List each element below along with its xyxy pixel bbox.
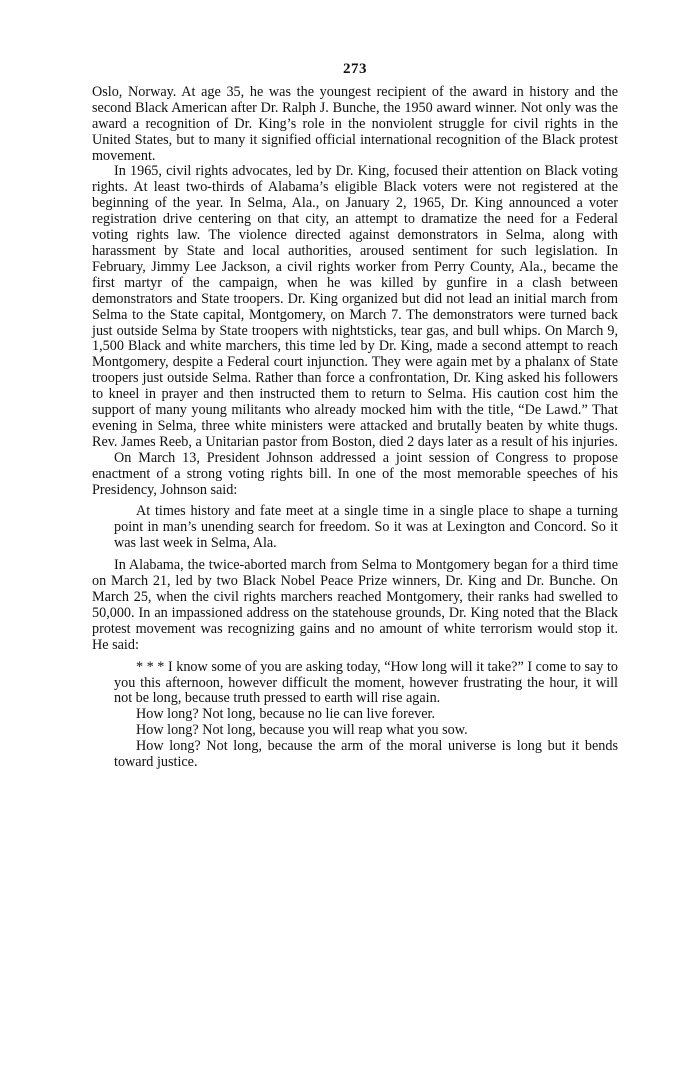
king-quote-line-justice: How long? Not long, because the arm of the moral universe is long but it bends toward justice. — [114, 738, 618, 771]
johnson-quote-text: At times history and fate meet at a single time in a single place to shape a turning point in man’s unending search for freedom. So it was at Lexington and Concord. So it was last week in Selma, Ala. — [114, 503, 618, 552]
johnson-quote — [114, 504, 618, 552]
paragraph-montgomery-march: In Alabama, the twice-aborted march from Selma to Montgomery began for a third time on March 21, led by two Black Nobel Peace Prize winners, Dr. King and Dr. Bunche. On March 25, when the civil rights marchers reached Montgomery, their ranks had swelled to 50,000. In an impassioned address on the statehouse grounds, Dr. King noted that the Black protest movement was recognizing gains and no amount of white terrorism would stop it. He said: — [92, 557, 618, 653]
king-quote-opening: * * * I know some of you are asking today, “How long will it take?” I come to say to you this afternoon, however difficult the moment, however frustrating the hour, it will not be long, because truth pressed to earth will rise again. — [114, 658, 618, 707]
king-quote — [114, 660, 618, 771]
paragraph-nobel-award: Oslo, Norway. At age 35, he was the youngest recipient of the award in history and the second Black American after Dr. Ralph J. Bunche, the 1950 award winner. Not only was the award a recognition of Dr. King’s role in the nonviolent struggle for civil rights in the United States, but to many it signified official international recognition of the Black protest movement. — [92, 83, 618, 164]
page-number: 273 — [343, 61, 367, 77]
king-quote-line-reap: How long? Not long, because you will reap what you sow. — [136, 722, 468, 739]
paragraph-selma-campaign: In 1965, civil rights advocates, led by Dr. King, focused their attention on Black voting rights. At least two-thirds of Alabama’s eligible Black voters were not registered at the beginning of the year. In Selma, Ala., on January 2, 1965, Dr. King announced a voter registration drive centering on that city, an attempt to dramatize the need for a Federal voting rights law. The violence directed against demonstrators in Selma, along with harassment by State and local authorities, aroused sentiment for such legislation. In February, Jimmy Lee Jackson, a civil rights worker from Perry County, Ala., became the first martyr of the campaign, when he was killed by gunfire in a clash between demonstrators and State troopers. Dr. King organized but did not lead an initial march from Selma to the State capital, Montgomery, on March 7. The demonstrators were turned back just outside Selma by State troopers with nightsticks, tear gas, and bull whips. On March 9, 1,500 Black and white marchers, this time led by Dr. King, made a second attempt to reach Montgomery, despite a Federal court injunction. They were again met by a phalanx of State troopers just outside Selma. Rather than force a confrontation, Dr. King asked his followers to kneel in prayer and then instructed them to return to Selma. His caution cost him the support of many young militants who already mocked him with the title, “De Lawd.” That evening in Selma, three white ministers were attacked and brutally beaten by white thugs. Rev. James Reeb, a Unitarian pastor from Boston, died 2 days later as a result of his injuries. — [92, 163, 618, 450]
paragraph-johnson-address: On March 13, President Johnson addressed a joint session of Congress to propose enactment of a strong voting rights bill. In one of the most memorable speeches of his Presidency, Johnson said: — [92, 449, 618, 498]
king-quote-line-lie: How long? Not long, because no lie can live forever. — [136, 706, 436, 723]
document-page — [92, 62, 618, 771]
